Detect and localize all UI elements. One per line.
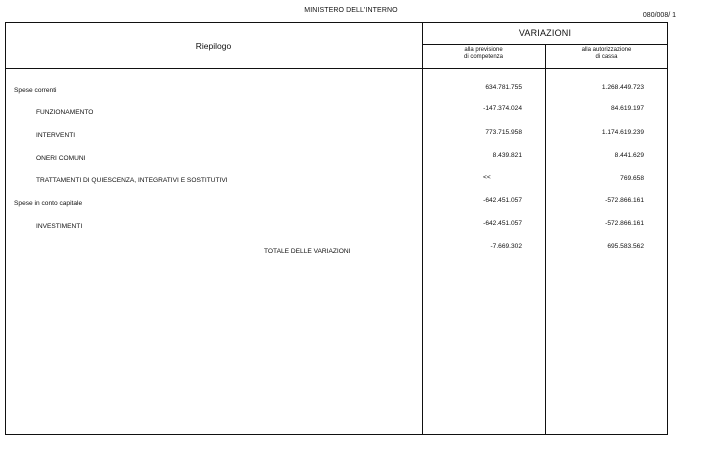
row-label-oneri-comuni: ONERI COMUNI [36,155,86,162]
row-label-interventi: INTERVENTI [36,132,76,139]
variazioni-header: VARIAZIONI [518,28,572,38]
row-label-spese-conto-capitale: Spese in conto capitale [14,200,83,207]
row-label-investimenti: INVESTIMENTI [36,223,83,230]
ministry-title: MINISTERO DELL'INTERNO [304,7,398,14]
row-cassa-investimenti: -572.866.161 [605,220,644,227]
row-competenza-spese-correnti: 634.781.755 [485,84,522,91]
total-cassa: 695.583.562 [607,243,644,250]
row-label-spese-correnti: Spese correnti [14,87,57,94]
header-bottom-rule [5,68,668,69]
row-cassa-oneri-comuni: 8.441.629 [614,152,644,159]
row-competenza-spese-conto-capitale: -642.451.057 [483,197,522,204]
competenza-header-line2: di competenza [463,54,504,60]
row-competenza-trattamenti: << [483,174,491,181]
row-cassa-interventi: 1.174.619.239 [601,129,644,136]
cassa-header-line2: di cassa [595,54,618,60]
row-cassa-trattamenti: 769.658 [620,175,644,182]
column-divider-left [422,22,423,435]
row-competenza-oneri-comuni: 8.439.821 [492,152,522,159]
row-competenza-interventi: 773.715.958 [485,129,522,136]
competenza-header [422,47,545,61]
total-label: TOTALE DELLE VARIAZIONI [264,248,351,255]
row-cassa-spese-conto-capitale: -572.866.161 [605,197,644,204]
variazioni-underline [422,44,668,45]
riepilogo-header: Riepilogo [195,41,232,51]
row-competenza-investimenti: -642.451.057 [483,220,522,227]
cassa-header [545,47,668,61]
page-code: 080/008/ 1 [642,12,676,19]
column-divider-right [545,44,546,435]
total-competenza: -7.669.302 [490,243,522,250]
cassa-header-line1: alla autorizzazione [581,47,632,53]
row-label-funzionamento: FUNZIONAMENTO [36,109,94,116]
row-cassa-spese-correnti: 1.268.449.723 [601,84,644,91]
table-frame [5,22,668,435]
row-label-trattamenti: TRATTAMENTI DI QUIESCENZA, INTEGRATIVI E SOSTITUTIVI [36,177,228,184]
row-cassa-funzionamento: 84.619.197 [610,105,644,112]
competenza-header-line1: alla previsione [464,47,503,53]
row-competenza-funzionamento: -147.374.024 [483,105,522,112]
